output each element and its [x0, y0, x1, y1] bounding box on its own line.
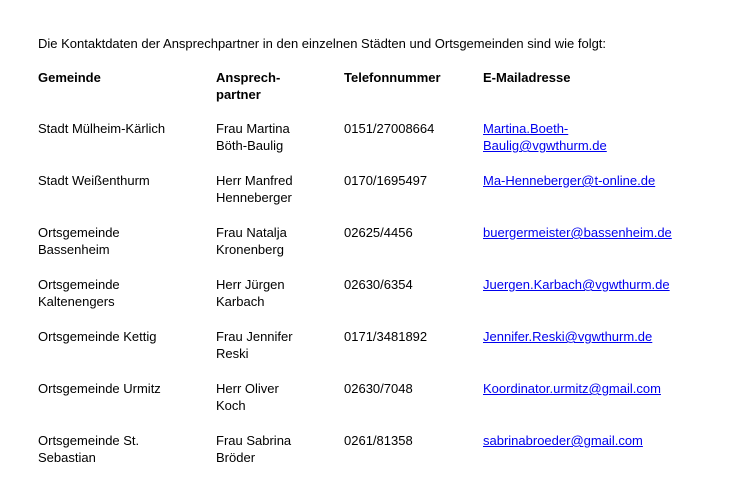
- cell-telefon: 02630/7048: [344, 381, 413, 396]
- table-row: [38, 276, 723, 328]
- header-gemeinde: Gemeinde: [38, 70, 101, 85]
- header-telefon: Telefonnummer: [344, 70, 441, 85]
- cell-telefon: 02630/6354: [344, 277, 413, 292]
- table-row: [38, 172, 723, 224]
- cell-ansprechpartner: Frau Natalja Kronenberg: [216, 225, 287, 257]
- cell-gemeinde: Stadt Weißenthurm: [38, 173, 150, 188]
- cell-ansprechpartner: Frau Martina Böth-Baulig: [216, 121, 290, 153]
- email-link[interactable]: Jennifer.Reski@vgwthurm.de: [483, 329, 653, 344]
- cell-ansprechpartner: Herr Oliver Koch: [216, 381, 279, 413]
- cell-telefon: 0170/1695497: [344, 173, 428, 188]
- contacts-table: [38, 69, 723, 484]
- table-row: [38, 120, 723, 172]
- table-row: [38, 328, 723, 380]
- cell-gemeinde: Ortsgemeinde St. Sebastian: [38, 433, 140, 465]
- email-link[interactable]: buergermeister@bassenheim.de: [483, 225, 672, 240]
- email-link[interactable]: sabrinabroeder@gmail.com: [483, 433, 643, 448]
- cell-ansprechpartner: Herr Jürgen Karbach: [216, 277, 285, 309]
- email-link[interactable]: Koordinator.urmitz@gmail.com: [483, 381, 661, 396]
- cell-ansprechpartner: Frau Sabrina Bröder: [216, 433, 292, 465]
- email-link[interactable]: Ma-Henneberger@t-online.de: [483, 173, 656, 188]
- cell-telefon: 02625/4456: [344, 225, 413, 240]
- cell-telefon: 0171/3481892: [344, 329, 428, 344]
- cell-gemeinde: Ortsgemeinde Bassenheim: [38, 225, 120, 257]
- table-row: [38, 224, 723, 276]
- cell-telefon: 0151/27008664: [344, 121, 435, 136]
- cell-ansprechpartner: Frau Jennifer Reski: [216, 329, 293, 361]
- header-ansprechpartner: Ansprech- partner: [216, 70, 281, 102]
- cell-gemeinde: Ortsgemeinde Kaltenengers: [38, 277, 120, 309]
- email-link[interactable]: Juergen.Karbach@vgwthurm.de: [483, 277, 670, 292]
- cell-gemeinde: Ortsgemeinde Urmitz: [38, 381, 161, 396]
- table-row: [38, 380, 723, 432]
- table-header-row: [38, 69, 723, 120]
- header-email: E-Mailadresse: [483, 70, 571, 85]
- table-row: [38, 432, 723, 484]
- cell-ansprechpartner: Herr Manfred Henneberger: [216, 173, 293, 205]
- intro-text: Die Kontaktdaten der Ansprechpartner in den einzelnen Städten und Ortsgemeinden sind wie folgt:: [38, 36, 607, 51]
- cell-gemeinde: Ortsgemeinde Kettig: [38, 329, 157, 344]
- cell-telefon: 0261/81358: [344, 433, 413, 448]
- cell-gemeinde: Stadt Mülheim-Kärlich: [38, 121, 166, 136]
- email-link[interactable]: Martina.Boeth- Baulig@vgwthurm.de: [483, 121, 607, 153]
